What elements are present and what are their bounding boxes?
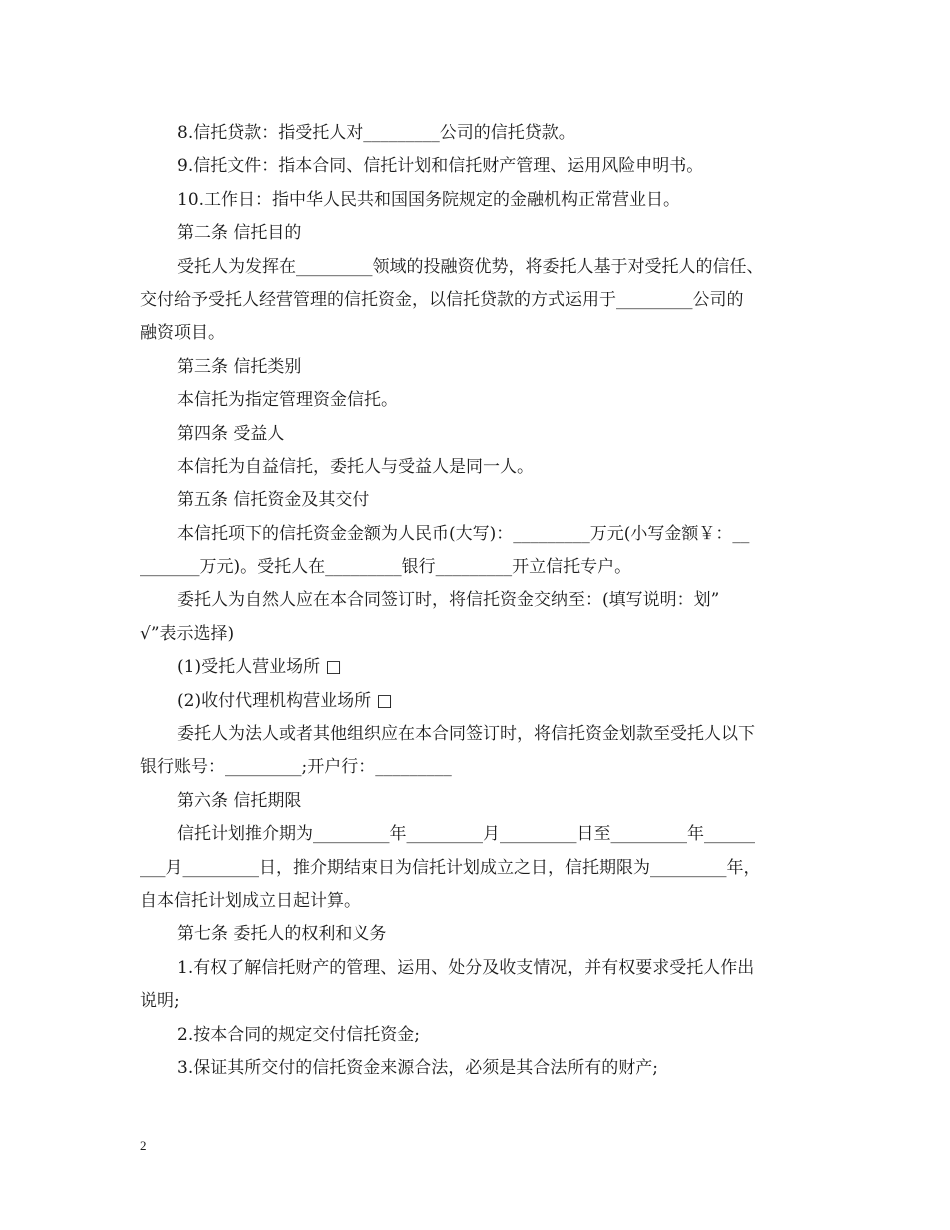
paragraph-line: √”表示选择) <box>140 623 235 644</box>
checkbox-option-line: (1)受托人营业场所 □ <box>177 657 342 678</box>
page-number: 2 <box>140 1138 147 1153</box>
paragraph-line: 3.保证其所交付的信托资金来源合法，必须是其合法所有的财产; <box>177 1057 658 1078</box>
paragraph-line: 2.按本合同的规定交付信托资金; <box>177 1024 420 1045</box>
section-heading: 第六条 信托期限 <box>177 790 302 811</box>
checkbox-option-line: (2)收付代理机构营业场所 □ <box>177 690 393 711</box>
paragraph-line: 受托人为发挥在_________领域的投融资优势，将委托人基于对受托人的信任、 <box>177 256 764 277</box>
paragraph-line: 10.工作日：指中华人民共和国国务院规定的金融机构正常营业日。 <box>177 189 681 210</box>
paragraph-line: 本信托项下的信托资金金额为人民币(大写)：_________万元(小写金额￥：__ <box>177 523 750 544</box>
paragraph-line: 自本信托计划成立日起计算。 <box>140 890 361 911</box>
document-body <box>140 117 820 1085</box>
paragraph-line: 银行账号：_________;开户行：_________ <box>140 757 452 778</box>
paragraph-line: 委托人为法人或者其他组织应在本合同签订时，将信托资金划款至受托人以下 <box>177 724 755 745</box>
section-heading: 第七条 委托人的权利和义务 <box>177 924 387 945</box>
paragraph-line: 8.信托贷款：指受托人对_________公司的信托贷款。 <box>177 123 576 143</box>
section-heading: 第三条 信托类别 <box>177 356 302 377</box>
paragraph-line: 交付给予受托人经营管理的信托资金，以信托贷款的方式运用于_________公司的 <box>140 289 744 310</box>
paragraph-line: 说明; <box>140 991 180 1012</box>
section-heading: 第四条 受益人 <box>177 423 285 444</box>
paragraph-line: 1.有权了解信托财产的管理、运用、处分及收支情况，并有权要求受托人作出 <box>177 957 755 978</box>
paragraph-line: 融资项目。 <box>140 323 225 344</box>
paragraph-line: 本信托为自益信托，委托人与受益人是同一人。 <box>177 456 534 477</box>
paragraph-line: 本信托为指定管理资金信托。 <box>177 390 398 411</box>
paragraph-line: 委托人为自然人应在本合同签订时，将信托资金交纳至：(填写说明：划” <box>177 590 720 611</box>
paragraph-line: 9.信托文件：指本合同、信托计划和信托财产管理、运用风险申明书。 <box>177 156 704 177</box>
section-heading: 第五条 信托资金及其交付 <box>177 490 370 511</box>
paragraph-line: _______万元)。受托人在_________银行_________开立信托专户。 <box>140 557 632 578</box>
paragraph-line: 信托计划推介期为_________年_________月_________日至_________年______ <box>177 824 755 845</box>
section-heading: 第二条 信托目的 <box>177 223 302 244</box>
paragraph-line: ___月_________日，推介期结束日为信托计划成立之日，信托期限为_________年， <box>140 857 761 878</box>
